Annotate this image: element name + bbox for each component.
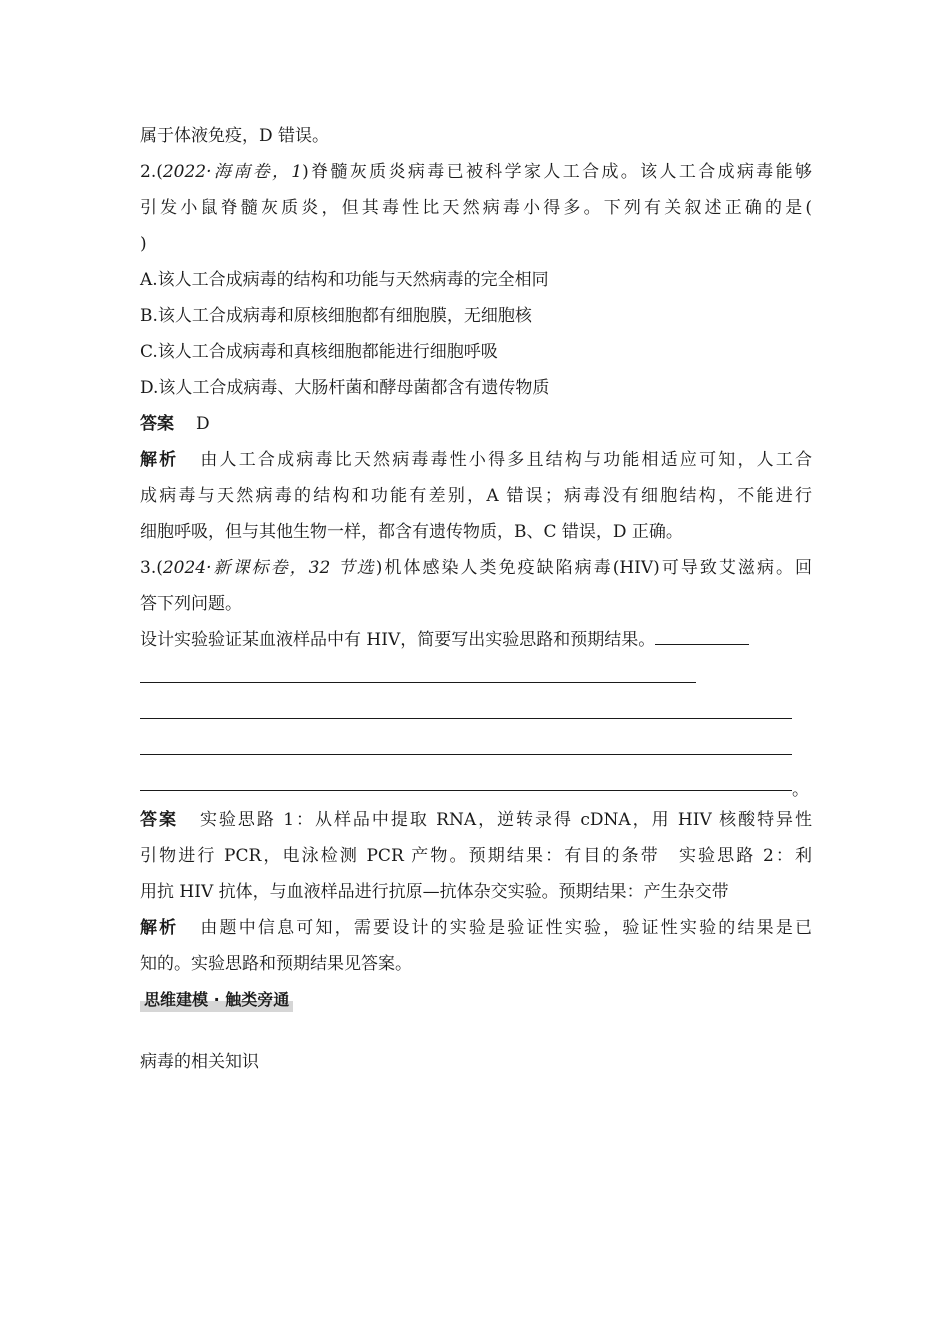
answer-blank-line[interactable] [140,766,812,802]
explanation-2-line-2: 成病毒与天然病毒的结构和功能有差别，A 错误；病毒没有细胞结构，不能进行 [140,486,812,506]
option-d: D.该人工合成病毒、大肠杆菌和酵母菌都含有遗传物质 [140,378,550,398]
explanation-2-line-3: 细胞呼吸，但与其他生物一样，都含有遗传物质，B、C 错误，D 正确。 [140,522,683,542]
answer-blank[interactable] [655,622,749,645]
section-header [140,982,812,1018]
question-2-line-2: 引发小鼠脊髓灰质炎，但其毒性比天然病毒小得多。下列有关叙述正确的是( [140,198,812,218]
option-a: A.该人工合成病毒的结构和功能与天然病毒的完全相同 [140,270,549,290]
explanation-2-line-1: 解析 由人工合成病毒比天然病毒毒性小得多且结构与功能相适应可知，人工合 [140,450,812,470]
answer-3-line-2: 引物进行 PCR，电泳检测 PCR 产物。预期结果：有目的条带 实验思路 2：利 [140,846,812,866]
option-c: C.该人工合成病毒和真核细胞都能进行细胞呼吸 [140,342,498,362]
option-b: B.该人工合成病毒和原核细胞都有细胞膜，无细胞核 [140,306,532,326]
section-subtitle: 病毒的相关知识 [140,1052,259,1072]
answer-label: 答案 [140,414,174,434]
explanation-3-line-1: 解析 由题中信息可知，需要设计的实验是验证性实验，验证性实验的结果是已 [140,918,812,938]
question-2-line-3: ) [140,234,147,254]
question-3-line-1: 3.(2024·新课标卷，32 节选)机体感染人类免疫缺陷病毒(HIV)可导致艾滋病。回 [140,558,812,578]
document-page [140,118,812,1080]
explanation-label: 解析 [140,450,179,470]
question-3-source: 2024·新课标卷，32 节选 [162,558,376,578]
answer-value: D [196,414,210,434]
blank-end-mark: 。 [792,780,809,800]
answer-blank-line[interactable] [140,694,812,730]
answer-2 [140,406,812,442]
question-2-line-1: 2.(2022·海南卷，1)脊髓灰质炎病毒已被科学家人工合成。该人工合成病毒能够 [140,162,812,182]
answer-3-line-1: 答案 实验思路 1：从样品中提取 RNA，逆转录得 cDNA，用 HIV 核酸特异性 [140,810,812,830]
question-3-line-2: 答下列问题。 [140,594,242,614]
answer-3-line-3: 用抗 HIV 抗体，与血液样品进行抗原—抗体杂交实验。预期结果：产生杂交带 [140,882,729,902]
explanation-label: 解析 [140,918,179,938]
answer-blank-line[interactable] [140,658,812,694]
question-2-source: 2022·海南卷，1 [162,162,303,182]
question-3-line-3: 设计实验验证某血液样品中有 HIV，简要写出实验思路和预期结果。 [140,622,812,658]
explanation-3-line-2: 知的。实验思路和预期结果见答案。 [140,954,412,974]
answer-label: 答案 [140,810,178,830]
text-line [140,118,812,154]
prev-explanation-end: 属于体液免疫，D 错误。 [140,126,330,146]
section-title: 思维建模 · 触类旁通 [140,988,293,1012]
answer-blank-line[interactable] [140,730,812,766]
